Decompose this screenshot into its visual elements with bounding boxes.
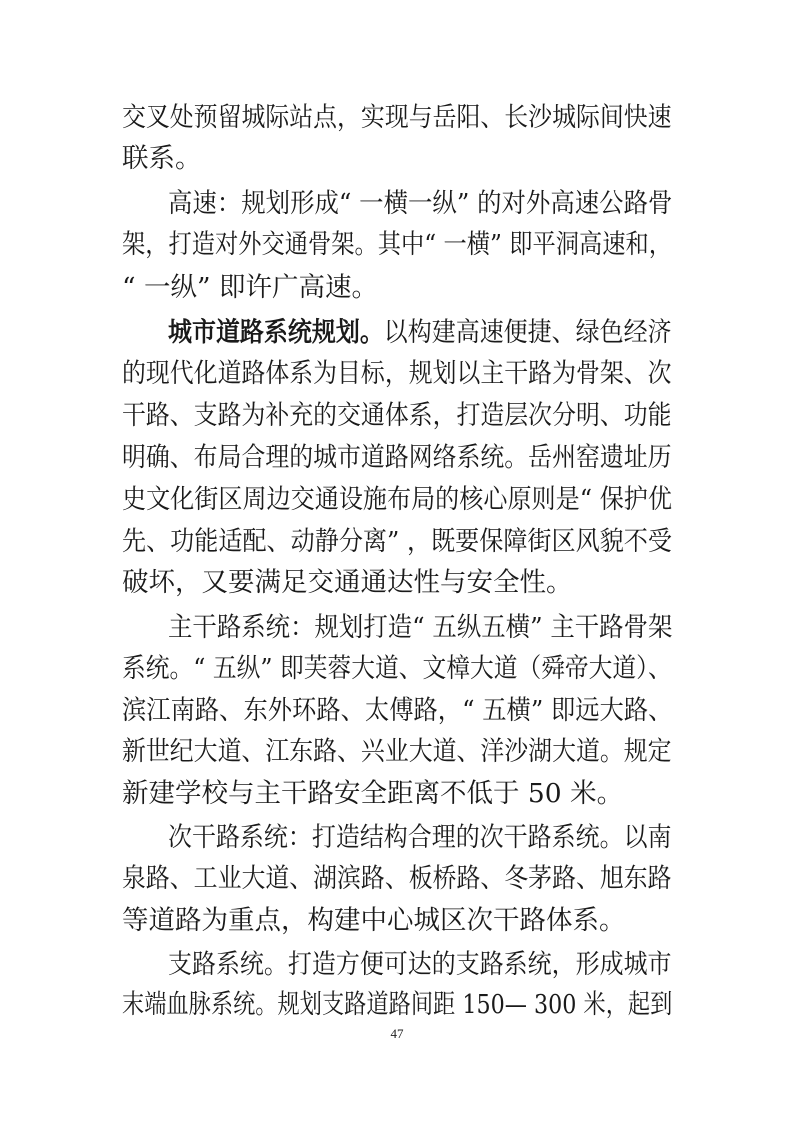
page-number: 47: [390, 1026, 404, 1041]
text-line: [0, 979, 794, 1031]
line-text: 新建学校与主干路安全距离不低于 50 米。: [122, 778, 624, 809]
section-heading: 城市道路系统规划。: [168, 317, 384, 348]
line-text: 明确、布局合理的城市道路网络系统。岳州窑遗址历: [122, 442, 672, 473]
line-text: 次干路系统：打造结构合理的次干路系统。以南: [168, 822, 672, 853]
line-text: 系统。“ 五纵” 即芙蓉大道、文樟大道（舜帝大道）、: [122, 653, 672, 684]
line-text: 干路、支路为补充的交通体系，打造层次分明、功能: [122, 400, 672, 431]
line-text: 以构建高速便捷、绿色经济: [383, 317, 672, 348]
line-text: 先、功能适配、动静分离” ，既要保障街区风貌不受: [122, 526, 672, 557]
line-text: 泉路、工业大道、湖滨路、板桥路、冬茅路、旭东路: [122, 863, 672, 894]
line-text: 支路系统。打造方便可达的支路系统，形成城市: [168, 949, 672, 980]
line-text: 末端血脉系统。规划支路道路间距 150— 300 米，起到: [122, 989, 673, 1020]
line-text: 主干路系统：规划打造“ 五纵五横” 主干路骨架: [168, 612, 673, 643]
line-text: 新世纪大道、江东路、兴业大道、洋沙湖大道。规定: [122, 736, 672, 767]
line-text: 交叉处预留城际站点，实现与岳阳、长沙城际间快速: [122, 102, 672, 133]
line-text: 架，打造对外交通骨架。其中“ 一横” 即平洞高速和，: [122, 229, 672, 260]
line-text: 滨江南路、东外环路、太傅路，“ 五横” 即远大路、: [122, 695, 673, 726]
line-text: 高速：规划形成“ 一横一纵” 的对外高速公路骨: [168, 188, 673, 219]
line-text: 破坏，又要满足交通通达性与安全性。: [122, 567, 573, 598]
line-text: “ 一纵” 即许广高速。: [122, 272, 378, 303]
line-text: 史文化街区周边交通设施布局的核心原则是“ 保护优: [122, 484, 672, 515]
line-text: 联系。: [122, 143, 202, 174]
line-text: 等道路为重点，构建中心城区次干路体系。: [122, 905, 626, 936]
line-text: 的现代化道路体系为目标，规划以主干路为骨架、次: [122, 358, 672, 389]
